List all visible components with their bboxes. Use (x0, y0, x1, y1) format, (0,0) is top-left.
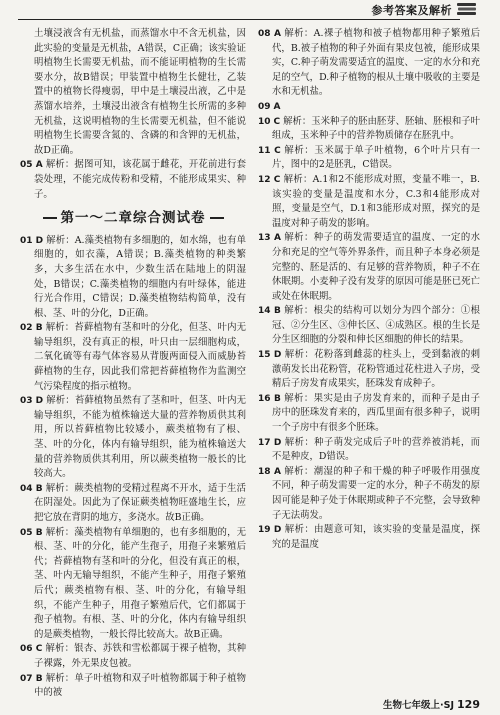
answer-explanation: 解析：根尖的结构可以划分为四个部分：①根冠、②分生区、③伸长区、④成熟区。根的生长是分生区细胞的分裂和伸长区细胞的伸长的结果。 (272, 305, 480, 346)
answer-explanation: 解析：A.藻类植物有多细胞的，如水绵，也有单细胞的，如衣藻，A错误；B.藻类植物的种类繁多，大多生活在水中，少数生活在陆地上的阴湿处，B错误；C.藻类植物的细胞内有叶绿体，能进行光合作用，C错误；D.藻类植物结构简单，没有根、茎、叶的分化，D正确。 (34, 234, 246, 319)
answer-item-12 (258, 173, 480, 231)
answer-number: 04 (20, 483, 33, 494)
title-rule-left (43, 217, 57, 219)
answer-number: 16 (258, 393, 271, 404)
answer-list (258, 27, 480, 552)
right-column (258, 27, 480, 697)
answer-item-19 (258, 523, 480, 552)
answer-item-05 (20, 158, 246, 202)
title-rule-right (210, 217, 224, 219)
answer-number: 05 (20, 527, 33, 538)
answer-item-15 (258, 348, 480, 392)
answer-number: 02 (20, 323, 33, 334)
answer-number: 03 (20, 396, 33, 407)
answer-key: B (35, 527, 43, 538)
answer-item-08 (258, 27, 480, 100)
answer-key: A (273, 233, 281, 244)
answer-explanation: 解析：单子叶植物和双子叶植物都属于种子植物中的被 (34, 672, 246, 697)
answer-key: C (274, 145, 281, 156)
answer-number: 19 (258, 525, 271, 536)
answer-item-16 (258, 392, 480, 436)
answer-explanation: 解析：A.裸子植物和被子植物都用种子繁殖后代，B.被子植物的种子外面有果皮包被，能形成果实，C.种子萌发需要适宜的温度、一定的水分和充足的空气，D.种子植物的根从土壤中吸收的主要是水和无机盐。 (272, 28, 480, 98)
answer-item-06 (20, 642, 246, 671)
answer-explanation: 解析：苔藓植物有茎和叶的分化，但茎、叶内无输导组织，没有真正的根，叶只由一层细胞构成，二氧化硫等有毒气体容易从背腹两面侵入而威胁苔藓植物的生存，因此我们常把苔藓植物作为监测空气污染程度的指示植物。 (34, 322, 246, 392)
answer-item-13 (258, 231, 480, 304)
answer-key: D (35, 235, 44, 246)
answer-number: 12 (258, 174, 271, 185)
answer-key: D (273, 350, 282, 361)
answer-key: B (35, 323, 43, 334)
answer-key: A (273, 466, 281, 477)
answer-key: D (35, 396, 44, 407)
left-column (20, 27, 246, 697)
page-header (0, 0, 500, 22)
answer-key: B (35, 483, 43, 494)
book-stack-icon (456, 2, 478, 17)
answer-number: 14 (258, 306, 271, 317)
answer-item-14 (258, 304, 480, 348)
answer-key: B (273, 393, 281, 404)
answer-explanation: 解析：藻类植物有单细胞的，也有多细胞的，无根、茎、叶的分化，能产生孢子，用孢子来繁殖后代；苔藓植物有茎和叶的分化，但没有真正的根，茎、叶内无输导组织，不能产生种子，用孢子繁殖后代；蕨类植物有根、茎、叶的分化，有输导组织，不能产生种子，用孢子繁殖后代，它们都属于孢子植物。有根、茎、叶的分化，体内有输导组织的是蕨类植物，一般长得比较高大。故B正确。 (34, 526, 246, 640)
answer-key: B (35, 673, 43, 684)
answer-item-11 (258, 144, 480, 173)
answer-key: C (273, 116, 281, 127)
answer-number: 15 (258, 350, 271, 361)
answer-explanation: 解析：种子的萌发需要适宜的温度、一定的水分和充足的空气等外界条件，而且种子本身必须是完整的、胚是活的、有足够的营养物质，种子不在休眠期。小麦种子没有发芽的原因可能是胚已死亡或处在休眠期。 (272, 232, 480, 302)
answer-number: 18 (258, 466, 271, 477)
section-title: 第一～二章综合测试卷 (20, 211, 246, 226)
answer-number: 06 (20, 644, 33, 655)
answer-explanation: 解析：银杏、苏铁和雪松都属于裸子植物，其种子裸露，外无果皮包被。 (34, 643, 246, 669)
answer-explanation: 解析：种子萌发完成后子叶的营养被消耗，而不是种皮，D错误。 (272, 436, 480, 463)
answer-item-05 (20, 526, 246, 643)
answer-number: 08 (258, 29, 271, 39)
page-footer (383, 697, 480, 711)
answer-key: D (273, 525, 282, 536)
answer-number: 07 (20, 673, 33, 684)
answer-item-18 (258, 465, 480, 523)
answer-item-02 (20, 321, 246, 394)
answer-explanation: 解析：据图可知，该花属于雌花，开花前进行套袋处理，不能完成传粉和受精，不能形成果实、种子。 (34, 159, 246, 200)
header-title: 参考答案及解析 (371, 4, 452, 17)
answer-explanation: 解析：蕨类植物的受精过程离不开水，适于生活在阴湿处。因此为了保证蕨类植物旺盛地生长，应把它放在背阴的地方，多浇水。故B正确。 (34, 482, 246, 523)
answer-key: D (273, 437, 282, 448)
answer-item-10 (258, 115, 480, 144)
answer-explanation: 解析：果实是由子房发育来的，而种子是由子房中的胚珠发育来的，西瓜里面有很多种子，说明一个子房中有很多个胚珠。 (272, 392, 480, 434)
answer-item-03 (20, 394, 246, 482)
answer-item-09 (258, 100, 480, 115)
answer-key: C (35, 644, 43, 655)
answer-explanation: 解析：A.1和2不能形成对照，变量不唯一，B.该实验的变量是温度和水分，C.3和4能形成对照，变量是空气，D.1和3能形成对照，探究的是温度对种子萌发的影响。 (272, 173, 480, 229)
answer-key: B (273, 306, 281, 317)
answer-explanation: 解析：玉米种子的胚由胚芽、胚轴、胚根和子叶组成，玉米种子中的营养物质储存在胚乳中。 (272, 115, 480, 142)
answer-key: A (273, 101, 281, 112)
answer-key: A (35, 160, 43, 171)
answer-number: 17 (258, 437, 271, 448)
answer-number: 05 (20, 160, 33, 171)
answer-number: 10 (258, 116, 271, 127)
answer-list (20, 234, 246, 697)
answer-explanation: 解析：潮湿的种子和干燥的种子呼吸作用强度不同，种子萌发需要一定的水分，种子不萌发的原因可能是种子处于休眠期或种子不完整，会导致种子无法萌发。 (272, 465, 480, 521)
answer-explanation: 解析：玉米属于单子叶植物，6个叶片只有一片，图中的2是胚乳，C错误。 (272, 144, 480, 171)
page-number: 129 (457, 698, 480, 711)
answer-number: 09 (258, 101, 271, 112)
answer-key: C (273, 174, 281, 185)
answer-item-04 (20, 482, 246, 526)
answer-key: A (273, 29, 281, 39)
continued-answer-text: 土壤浸液含有无机盐，而蒸馏水中不含无机盐，因此实验的变量是无机盐，A错误，C正确；该实验证明植物生长需要无机盐，而不能证明植物的生长需要水分，故B错误；甲装置中植物生长健壮，乙装置中的植物长得瘦弱，甲中是土壤浸出液，乙中是蒸馏水培养，土壤浸出液含有植物生长所需的多种无机盐，这说明植物的生长需要无机盐，但不能说明植物生长需要含氮的、含磷的和含钾的无机盐，故D正确。 (34, 28, 246, 156)
answer-item-01 (20, 234, 246, 322)
answer-item-07 (20, 672, 246, 697)
answer-number: 11 (258, 145, 271, 156)
answer-number: 13 (258, 233, 271, 244)
answer-explanation: 解析：花粉落到雌蕊的柱头上，受到黏液的刺激萌发长出花粉管，花粉管通过花柱进入子房，受精后子房发育成果实，胚珠发育成种子。 (272, 349, 480, 390)
header-rule (18, 19, 460, 20)
answer-explanation: 解析：由题意可知，该实验的变量是温度，探究的是温度 (272, 524, 480, 550)
answer-explanation: 解析：苔藓植物虽然有了茎和叶，但茎、叶内无输导组织，不能为植株输送大量的营养物质供其利用，所以苔藓植物比较矮小，蕨类植物有了根、茎、叶的分化，体内有输导组织，能为植株输送大量的营养物质供其利用，所以蕨类植物一般长的比较高大。 (34, 395, 246, 480)
footer-subject: 生物七年级上·SJ (383, 700, 455, 711)
answer-item-17 (258, 436, 480, 465)
answer-number: 01 (20, 235, 33, 246)
